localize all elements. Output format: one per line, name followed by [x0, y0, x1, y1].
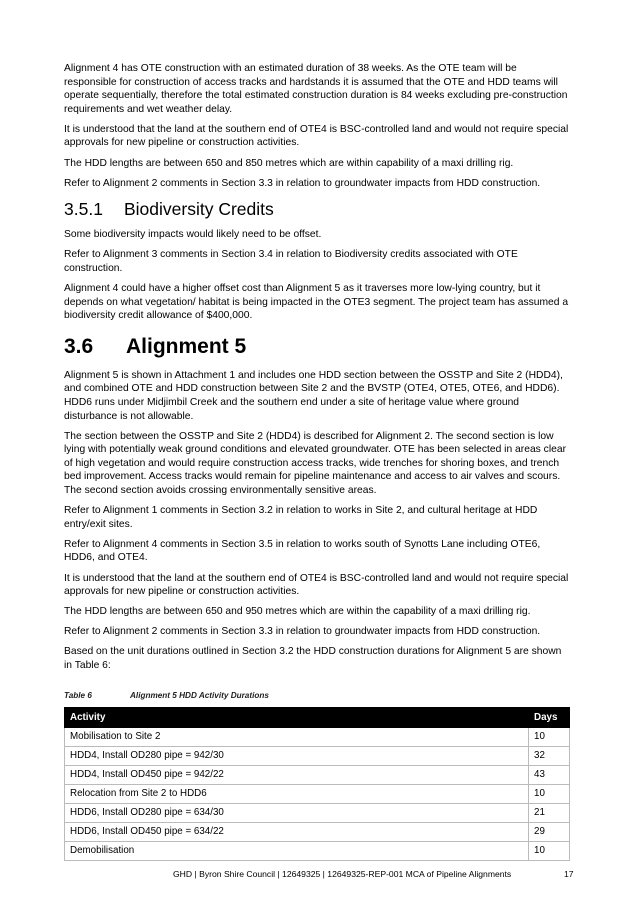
activity-cell: HDD6, Install OD280 pipe = 634/30	[65, 803, 529, 822]
section-paragraph: Based on the unit durations outlined in Section 3.2 the HDD construction durations for Alignment 5 are shown in Table 6:	[64, 646, 562, 671]
header-days: Days	[529, 707, 570, 727]
section-paragraph: Some biodiversity impacts would likely need to be offset.	[64, 229, 322, 241]
header-activity: Activity	[65, 707, 529, 727]
table-row	[65, 727, 570, 746]
section-paragraph: Refer to Alignment 2 comments in Section 3.3 in relation to groundwater impacts from HDD construction.	[64, 626, 541, 638]
section-number: 3.6	[64, 334, 94, 358]
days-cell: 10	[529, 784, 570, 803]
section-title: Alignment 5	[126, 334, 247, 358]
footer-text: GHD | Byron Shire Council | 12649325 | 12649325-REP-001 MCA of Pipeline Alignments	[173, 869, 512, 879]
table-row	[65, 765, 570, 784]
section-paragraph: Alignment 4 could have a higher offset cost than Alignment 5 as it traverses more low-lying country, but it depends on what vegetation/ habitat is being impacted in the OTE3 segment. The project team has assumed a biodiversity credit allowance of $400,000.	[64, 283, 569, 322]
activity-cell: HDD4, Install OD280 pipe = 942/30	[65, 746, 529, 765]
table-header-row	[65, 707, 570, 727]
table-row	[65, 822, 570, 841]
section-number: 3.5.1	[64, 199, 103, 220]
table-row	[65, 841, 570, 860]
section-paragraph: The section between the OSSTP and Site 2 (HDD4) is described for Alignment 2. The second section is low lying with potentially weak ground conditions and elevated groundwater. OTE has been selected in areas clear of high vegetation and would require construction access tracks, wide trenches for shoring boxes, and trench bed improvement. Access tracks would remain for pipeline maintenance and access to air valves and scours. The second section avoids crossing environmentally sensitive areas.	[64, 430, 566, 497]
activity-cell: HDD4, Install OD450 pipe = 942/22	[65, 765, 529, 784]
section-paragraph: Refer to Alignment 1 comments in Section 3.2 in relation to works in Site 2, and cultural heritage at HDD entry/exit sites.	[64, 505, 538, 530]
activity-cell: HDD6, Install OD450 pipe = 634/22	[65, 822, 529, 841]
section-paragraph: It is understood that the land at the southern end of OTE4 is BSC-controlled land and would not require special approvals for new pipeline or construction activities.	[64, 572, 569, 598]
table-row	[65, 746, 570, 765]
intro-paragraph: Alignment 4 has OTE construction with an estimated duration of 38 weeks. As the OTE team will be responsible for construction of access tracks and hardstands it is assumed that the OTE and HDD teams will operate sequentially, therefore the total estimated construction duration is 84 weeks excluding pre-construction requirements and wet weather delay.	[64, 63, 568, 115]
section-heading-3-6	[64, 335, 570, 359]
activity-cell: Demobilisation	[65, 841, 529, 860]
section-paragraph: The HDD lengths are between 650 and 950 metres which are within the capability of a maxi drilling rig.	[64, 606, 531, 618]
table-caption-label: Table 6	[64, 690, 92, 700]
days-cell: 29	[529, 822, 570, 841]
intro-paragraph: Refer to Alignment 2 comments in Section 3.3 in relation to groundwater impacts from HDD construction.	[64, 177, 541, 189]
days-cell: 10	[529, 727, 570, 746]
activity-durations-table	[64, 707, 570, 861]
intro-paragraph: It is understood that the land at the southern end of OTE4 is BSC-controlled land and would not require special approvals for new pipeline or construction activities.	[64, 123, 569, 149]
table-row	[65, 784, 570, 803]
days-cell: 10	[529, 841, 570, 860]
section-heading-3-5-1	[64, 199, 570, 219]
table-caption-title: Alignment 5 HDD Activity Durations	[130, 690, 269, 700]
activity-cell: Mobilisation to Site 2	[65, 727, 529, 746]
days-cell: 21	[529, 803, 570, 822]
section-paragraph: Alignment 5 is shown in Attachment 1 and includes one HDD section between the OSSTP and Site 2 (HDD4), and combined OTE and HDD construction between Site 2 and the BVSTP (OTE4, OTE5, OTE6, and HDD6). HDD6 runs under Midjimbil Creek and the southern end under a site of heritage value where ground disturbance is not allowable.	[64, 369, 563, 422]
section-paragraph: Refer to Alignment 3 comments in Section 3.4 in relation to Biodiversity credits associated with OTE construction.	[64, 249, 518, 274]
table-row	[65, 803, 570, 822]
document-body	[64, 62, 570, 861]
section-paragraph: Refer to Alignment 4 comments in Section 3.5 in relation to works south of Synotts Lane including OTE6, HDD6, and OTE4.	[64, 538, 541, 564]
activity-cell: Relocation from Site 2 to HDD6	[65, 784, 529, 803]
days-cell: 32	[529, 746, 570, 765]
page-number: 17	[564, 869, 574, 879]
table-caption	[64, 691, 570, 700]
section-title: Biodiversity Credits	[124, 199, 274, 220]
days-cell: 43	[529, 765, 570, 784]
intro-paragraph: The HDD lengths are between 650 and 850 metres which are within capability of a maxi drilling rig.	[64, 157, 514, 169]
